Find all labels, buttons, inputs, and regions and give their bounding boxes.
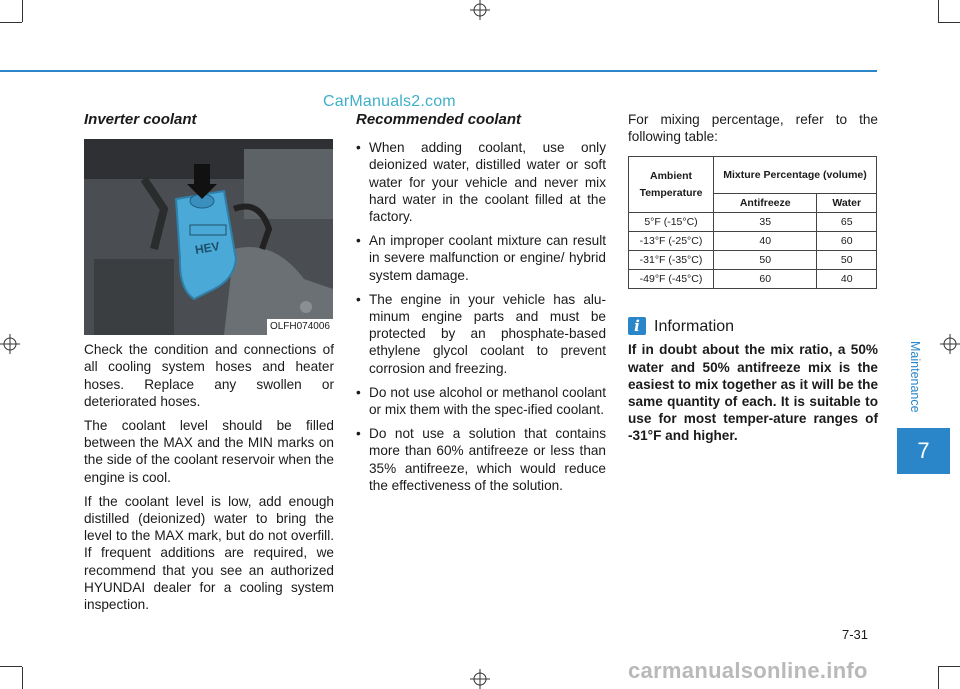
table-header: Water [817,194,877,213]
watermark-bottom[interactable]: carmanualsonline.info [628,658,868,683]
registration-mark-left [0,334,20,354]
watermark-top[interactable]: CarManuals2.com [323,93,456,110]
photo-code: OLFH074006 [267,319,333,335]
table-header: Ambient Temperature [629,157,714,213]
registration-mark-bottom [470,669,490,689]
list-item: • Do not use a solution that contains more than 60% antifreeze or less than 35% antifreeze, which would reduce the effectiveness of the solution. [356,426,606,493]
table-header: Mixture Percentage (volume) [714,157,877,194]
table-row: 5°F (-15°C) 35 65 [629,213,877,232]
page-number: 7-31 [842,627,869,642]
header-rule [0,70,877,72]
registration-mark-right [940,334,960,354]
bullet-icon: • [356,426,361,442]
paragraph: Check the condition and connections of all cooling system hoses and heater hoses. Replace any swollen or deteriorated hoses. [84,342,334,409]
table-header: Antifreeze [714,194,817,213]
bullet-icon: • [356,140,361,156]
mixture-table [628,156,877,289]
chapter-side-label: Maintenance [908,341,922,413]
crop-mark [0,22,22,23]
column-mixing-table [628,111,878,445]
crop-mark [938,0,939,22]
list-item: • The engine in your vehicle has alu-minum engine parts and must be protected by an phosphate-based ethylene glycol coolant to prevent corrosion and freezing. [356,291,606,376]
hev-badge: HEV [193,239,221,258]
section-heading: Inverter coolant [84,111,197,128]
information-header [628,317,878,335]
information-title: Information [654,317,735,335]
bullet-icon: • [356,291,361,307]
intro-text: For mixing percentage, refer to the following table: [628,112,878,145]
column-inverter-coolant [84,111,334,620]
info-icon: i [628,317,646,335]
column-recommended-coolant [356,111,606,501]
table-row: -13°F (-25°C) 40 60 [629,232,877,251]
bullet-list [356,139,606,494]
crop-mark [0,666,22,667]
crop-mark [938,666,960,667]
list-item: • When adding coolant, use only deionized water, distilled water or soft water for your vehicle and never mix hard water in the coolant filled at the factory. [356,140,606,225]
table-row: -31°F (-35°C) 50 50 [629,251,877,270]
bullet-icon: • [356,384,361,400]
crop-mark [22,0,23,22]
table-row: -49°F (-45°C) 60 40 [629,270,877,289]
crop-mark [938,22,960,23]
list-item: • An improper coolant mixture can result in severe malfunction or engine/ hybrid system damage. [356,233,606,283]
engine-bay-photo [84,139,333,335]
crop-mark [938,667,939,689]
information-text: If in doubt about the mix ratio, a 50% water and 50% antifreeze mix is the easiest to mix together as it will be the same quantity of each. It is suitable to use for most temper-ature ranges of -31°F and higher. [628,342,878,444]
chapter-tab: 7 [897,428,950,474]
section-heading: Recommended coolant [356,111,522,128]
registration-mark-top [470,0,490,20]
crop-mark [22,667,23,689]
bullet-icon: • [356,233,361,249]
list-item: • Do not use alcohol or methanol coolant or mix them with the spec-ified coolant. [356,384,606,418]
paragraph: If the coolant level is low, add enough distilled (deionized) water to bring the level to the MAX mark, but do not overfill. If frequent additions are required, we recommend that you see an authorized HYUNDAI dealer for a cooling system inspection. [84,493,334,613]
paragraph: The coolant level should be filled between the MAX and the MIN marks on the side of the coolant reservoir when the engine is cool. [84,418,334,485]
